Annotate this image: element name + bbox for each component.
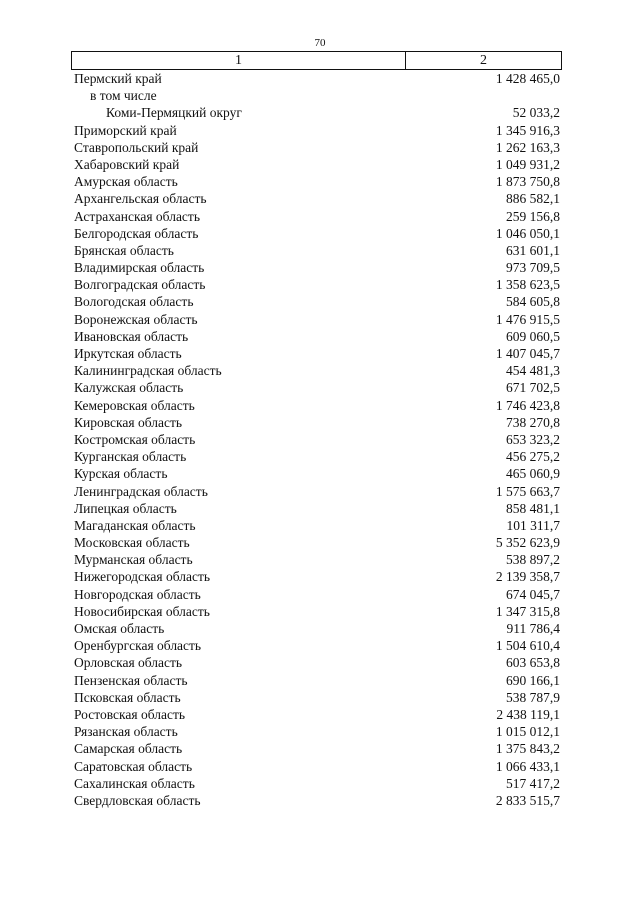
region-value: 465 060,9 xyxy=(506,466,560,482)
region-name: Астраханская область xyxy=(74,208,200,224)
region-name: Новгородская область xyxy=(74,586,201,602)
region-value: 603 653,8 xyxy=(506,655,560,671)
region-name: Ростовская область xyxy=(74,706,185,722)
table-row xyxy=(71,740,562,757)
region-name: Калининградская область xyxy=(74,363,222,379)
region-value: 5 352 623,9 xyxy=(495,535,560,551)
region-value: 538 897,2 xyxy=(506,552,560,568)
region-value: 690 166,1 xyxy=(506,672,560,688)
region-name: Владимирская область xyxy=(74,260,205,276)
region-value: 517 417,2 xyxy=(506,775,560,791)
table-row xyxy=(71,70,562,87)
region-name: Ленинградская область xyxy=(74,483,208,499)
region-name: Псковская область xyxy=(74,689,181,705)
region-name: Московская область xyxy=(74,535,190,551)
table-row xyxy=(71,139,562,156)
region-value: 1 015 012,1 xyxy=(495,724,560,740)
region-name: Костромская область xyxy=(74,431,196,447)
region-name: Кировская область xyxy=(74,414,183,430)
region-name: Приморский край xyxy=(74,122,177,138)
region-name: Омская область xyxy=(74,621,165,636)
region-value: 538 787,9 xyxy=(506,689,560,705)
table-row xyxy=(71,362,562,379)
region-value: 1 575 663,7 xyxy=(495,483,560,499)
region-name: Калужская область xyxy=(74,380,184,396)
table-row xyxy=(71,672,562,689)
region-value: 1 262 163,3 xyxy=(495,139,560,155)
data-table xyxy=(71,51,562,809)
table-row xyxy=(71,379,562,396)
table-row xyxy=(71,87,562,104)
region-value: 738 270,8 xyxy=(506,414,560,430)
table-row xyxy=(71,723,562,740)
region-value: 1 746 423,8 xyxy=(495,397,560,413)
region-value: 671 702,5 xyxy=(506,380,560,396)
region-name: Рязанская область xyxy=(74,724,178,740)
region-value: 101 311,7 xyxy=(506,517,560,533)
table-row xyxy=(71,328,562,345)
table-row xyxy=(71,276,562,293)
table-row xyxy=(71,242,562,259)
table-row xyxy=(71,431,562,448)
table-row xyxy=(71,706,562,723)
region-value: 653 323,2 xyxy=(506,431,560,447)
table-row xyxy=(71,534,562,551)
table-row xyxy=(71,689,562,706)
region-name: Брянская область xyxy=(74,242,174,258)
region-value: 911 786,4 xyxy=(506,621,560,636)
table-row xyxy=(71,414,562,431)
region-name: Курганская область xyxy=(74,449,187,465)
region-name: Самарская область xyxy=(74,741,183,757)
region-name: Волгоградская область xyxy=(74,277,206,293)
region-value: 1 407 045,7 xyxy=(495,346,560,361)
region-value: 1 504 610,4 xyxy=(495,638,560,654)
region-name: Ставропольский край xyxy=(74,139,199,155)
region-value: 858 481,1 xyxy=(506,500,560,516)
region-name: Вологодская область xyxy=(74,294,194,310)
table-row xyxy=(71,104,562,121)
region-name: Коми-Пермяцкий округ xyxy=(106,105,242,121)
table-row xyxy=(71,637,562,654)
table-row xyxy=(71,122,562,139)
table-row xyxy=(71,551,562,568)
region-name: Пензенская область xyxy=(74,672,188,688)
table-row xyxy=(71,603,562,620)
table-row xyxy=(71,775,562,792)
region-name: Курская область xyxy=(74,466,168,482)
region-value: 1 476 915,5 xyxy=(495,311,560,327)
table-row xyxy=(71,190,562,207)
table-row xyxy=(71,208,562,225)
region-value: 631 601,1 xyxy=(506,242,560,258)
region-name: Хабаровский край xyxy=(74,156,180,172)
table-row xyxy=(71,311,562,328)
region-name: Нижегородская область xyxy=(74,569,211,585)
region-value: 2 438 119,1 xyxy=(496,706,560,722)
region-value: 1 375 843,2 xyxy=(495,741,560,757)
region-value: 1 066 433,1 xyxy=(495,758,560,774)
region-value: 584 605,8 xyxy=(506,294,560,310)
table-row xyxy=(71,397,562,414)
region-value: 609 060,5 xyxy=(506,328,560,344)
region-value: 2 139 358,7 xyxy=(495,569,560,585)
table-row xyxy=(71,156,562,173)
table-row xyxy=(71,345,562,362)
region-name: Новосибирская область xyxy=(74,603,210,619)
region-name: Воронежская область xyxy=(74,311,198,327)
table-body xyxy=(71,70,562,809)
table-row xyxy=(71,792,562,809)
table-row xyxy=(71,517,562,534)
region-value xyxy=(560,87,562,104)
region-name: Амурская область xyxy=(74,174,178,190)
region-name: Магаданская область xyxy=(74,517,196,533)
region-value: 1 358 623,5 xyxy=(495,277,560,293)
region-name: Сахалинская область xyxy=(74,775,195,791)
table-row xyxy=(71,465,562,482)
region-name: Свердловская область xyxy=(74,792,201,808)
table-row xyxy=(71,568,562,585)
region-value: 973 709,5 xyxy=(506,260,560,276)
table-row xyxy=(71,586,562,603)
region-value: 1 873 750,8 xyxy=(495,174,560,190)
region-name: в том числе xyxy=(90,88,157,104)
region-value: 52 033,2 xyxy=(512,105,560,121)
region-value: 1 428 465,0 xyxy=(495,71,560,86)
region-value: 674 045,7 xyxy=(506,586,560,602)
region-value: 454 481,3 xyxy=(506,363,560,379)
table-row xyxy=(71,173,562,190)
region-value: 886 582,1 xyxy=(506,191,560,207)
table-row xyxy=(71,225,562,242)
page-number: 70 xyxy=(314,37,326,49)
column-header-2: 2 xyxy=(480,53,487,68)
table-row xyxy=(71,654,562,671)
table-row xyxy=(71,448,562,465)
region-name: Кемеровская область xyxy=(74,397,195,413)
region-value: 1 347 315,8 xyxy=(495,603,560,619)
table-row xyxy=(71,620,562,637)
region-name: Архангельская область xyxy=(74,191,207,207)
column-header-1: 1 xyxy=(72,52,406,69)
region-name: Липецкая область xyxy=(74,500,177,516)
table-row xyxy=(71,259,562,276)
region-value: 1 345 916,3 xyxy=(495,122,560,138)
region-value: 1 046 050,1 xyxy=(495,225,560,241)
region-name: Пермский край xyxy=(74,71,162,86)
table-row xyxy=(71,758,562,775)
region-value: 2 833 515,7 xyxy=(495,792,560,808)
table-row xyxy=(71,293,562,310)
region-name: Иркутская область xyxy=(74,346,182,361)
region-name: Саратовская область xyxy=(74,758,193,774)
region-name: Белгородская область xyxy=(74,225,199,241)
table-row xyxy=(71,483,562,500)
region-name: Мурманская область xyxy=(74,552,193,568)
region-value: 259 156,8 xyxy=(506,208,560,224)
region-name: Оренбургская область xyxy=(74,638,202,654)
region-value: 1 049 931,2 xyxy=(495,156,560,172)
region-value: 456 275,2 xyxy=(506,449,560,465)
table-row xyxy=(71,500,562,517)
region-name: Орловская область xyxy=(74,655,183,671)
table-header-row xyxy=(71,51,562,70)
region-name: Ивановская область xyxy=(74,328,189,344)
